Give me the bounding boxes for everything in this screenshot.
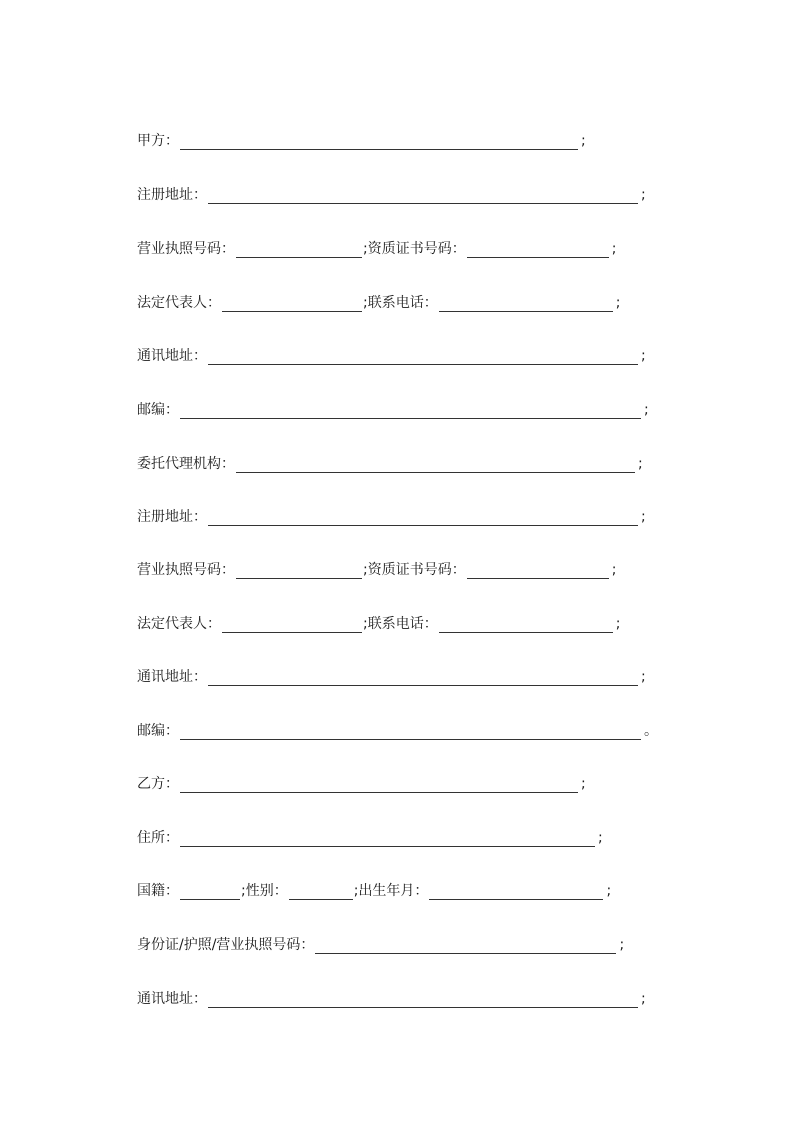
semicolon: ; [615,295,621,311]
agent-license-row [137,557,616,579]
party-b-name-label: 乙方： [137,776,179,792]
party-a-mail-addr-row [137,343,646,365]
agent-license-blank[interactable] [236,564,362,579]
agent-cert-label: 资质证书号码： [367,562,466,578]
agent-zip-row [137,718,658,740]
party-a-name-label: 甲方： [137,133,179,149]
party-a-rep-blank[interactable] [222,297,362,312]
party-a-cert-blank[interactable] [467,243,609,258]
party-b-nationality-blank[interactable] [180,885,240,900]
party-a-rep-row [137,290,620,312]
party-b-id-blank[interactable] [315,939,616,954]
party-b-nationality-label: 国籍： [137,883,179,899]
agent-mail-addr-label: 通讯地址： [137,669,207,685]
party-a-cert-label: 资质证书号码： [367,241,466,257]
semicolon: ; [353,883,359,899]
agent-phone-label: 联系电话： [367,616,438,632]
party-b-birth-label: 出生年月： [358,883,429,899]
party-b-mail-addr-blank[interactable] [208,993,638,1008]
agent-name-blank[interactable] [236,458,635,473]
semicolon: ; [611,241,617,257]
party-b-personal-row [137,878,611,900]
agent-zip-blank[interactable] [180,725,641,740]
party-b-residence-blank[interactable] [180,832,595,847]
period: 。 [644,723,658,739]
party-a-license-row [137,236,616,258]
party-b-name-blank[interactable] [180,778,578,793]
agent-cert-blank[interactable] [467,564,609,579]
semicolon: ; [641,348,646,364]
semicolon: ; [581,776,586,792]
semicolon: ; [241,883,246,899]
party-a-phone-blank[interactable] [439,297,613,312]
semicolon: ; [641,187,646,203]
party-a-license-blank[interactable] [236,243,362,258]
party-a-zip-row [137,397,649,419]
agent-phone-blank[interactable] [439,618,613,633]
semicolon: ; [363,241,368,257]
semicolon: ; [644,402,649,418]
party-a-reg-addr-row [137,182,646,204]
agent-name-label: 委托代理机构： [137,456,235,472]
party-a-license-label: 营业执照号码： [137,241,235,257]
party-a-name-blank[interactable] [180,135,578,150]
party-a-phone-label: 联系电话： [367,295,438,311]
party-a-name-row [137,128,586,150]
party-a-rep-label: 法定代表人： [137,295,221,311]
agent-name-row [137,451,643,473]
party-b-birth-blank[interactable] [429,885,603,900]
party-a-reg-addr-label: 注册地址： [137,187,207,203]
semicolon: ; [598,830,603,846]
party-b-residence-row [137,825,603,847]
semicolon: ; [611,562,617,578]
party-b-gender-blank[interactable] [289,885,353,900]
party-a-zip-blank[interactable] [180,404,641,419]
party-b-name-row [137,771,586,793]
agent-reg-addr-label: 注册地址： [137,509,207,525]
agent-reg-addr-row [137,504,646,526]
semicolon: ; [641,991,646,1007]
party-b-id-label: 身份证/护照/营业执照号码： [137,937,315,953]
semicolon: ; [606,883,612,899]
semicolon: ; [615,616,621,632]
semicolon: ; [638,456,643,472]
party-a-reg-addr-blank[interactable] [208,189,638,204]
semicolon: ; [641,509,646,525]
semicolon: ; [619,937,625,953]
semicolon: ; [363,295,368,311]
semicolon: ; [581,133,586,149]
semicolon: ; [363,562,368,578]
agent-rep-row [137,611,620,633]
party-a-zip-label: 邮编： [137,402,179,418]
agent-rep-blank[interactable] [222,618,362,633]
party-b-gender-label: 性别： [245,883,288,899]
party-a-mail-addr-blank[interactable] [208,350,638,365]
agent-license-label: 营业执照号码： [137,562,235,578]
agent-rep-label: 法定代表人： [137,616,221,632]
agent-mail-addr-blank[interactable] [208,671,638,686]
agent-mail-addr-row [137,664,646,686]
party-b-mail-addr-label: 通讯地址： [137,991,207,1007]
party-b-mail-addr-row [137,986,646,1008]
party-b-residence-label: 住所： [137,830,179,846]
semicolon: ; [363,616,368,632]
semicolon: ; [641,669,646,685]
party-b-id-row [137,932,624,954]
agent-reg-addr-blank[interactable] [208,511,638,526]
party-a-mail-addr-label: 通讯地址： [137,348,207,364]
agent-zip-label: 邮编： [137,723,179,739]
